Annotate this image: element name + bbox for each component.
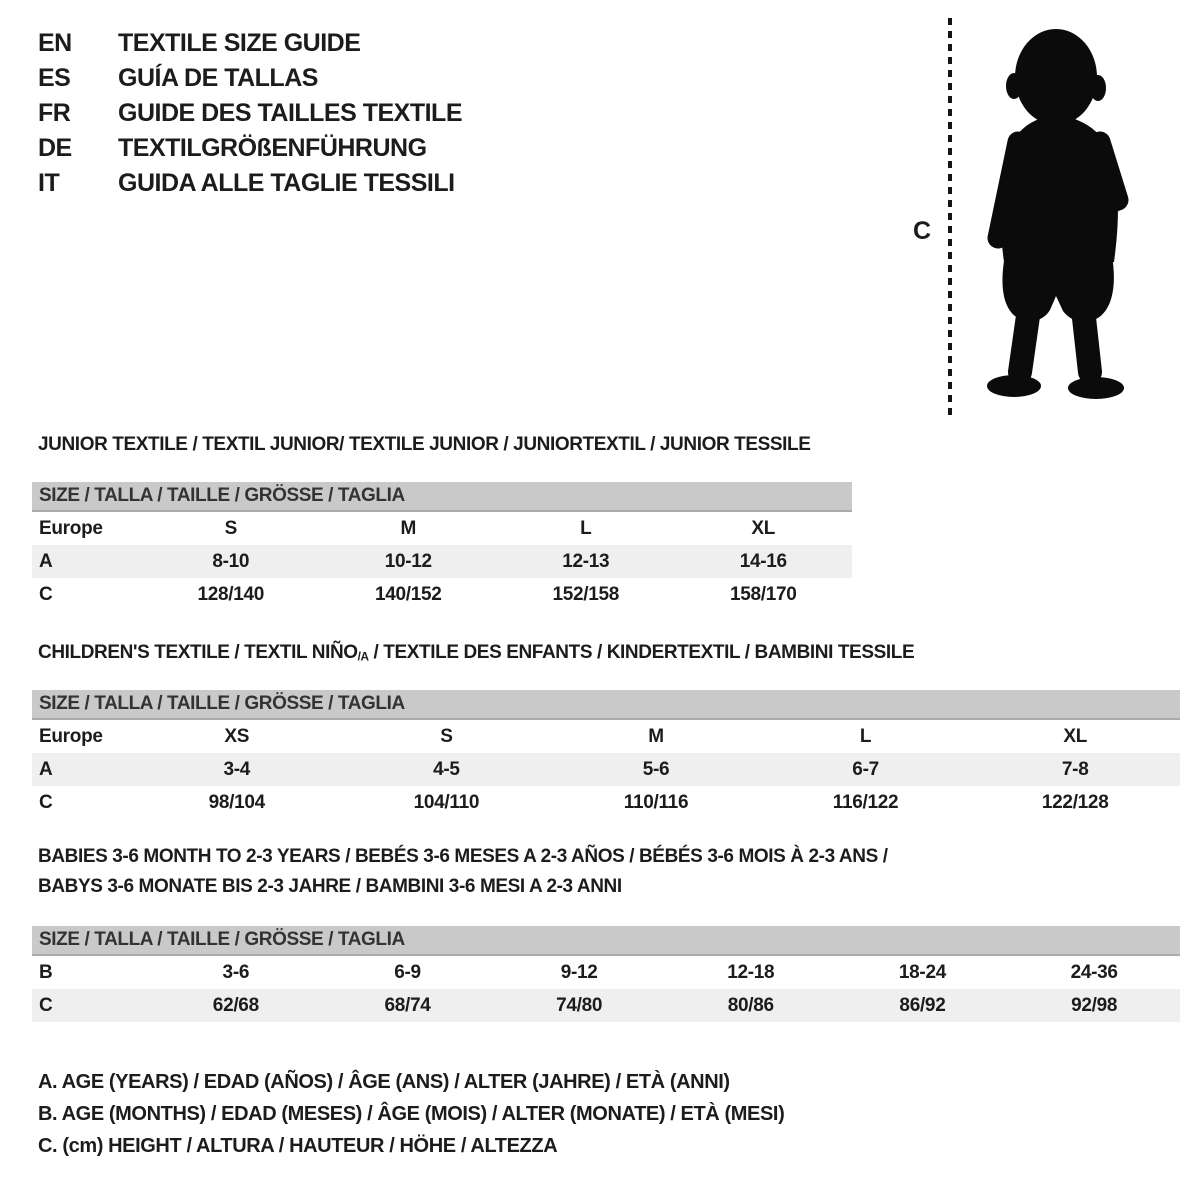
lang-code: EN [38,29,72,57]
children-size-table [32,690,1180,819]
children-title-pre: CHILDREN'S TEXTILE / TEXTIL NIÑO [38,642,358,663]
lang-label: GUÍA DE TALLAS [118,64,318,92]
size-cell: 158/170 [729,583,797,605]
lang-code: FR [38,99,71,127]
size-cell: 62/68 [150,989,322,1022]
size-cell: M [400,517,417,539]
junior-textile-title: JUNIOR TEXTILE / TEXTIL JUNIOR/ TEXTILE JUNIOR / JUNIORTEXTIL / JUNIOR TESSILE [38,434,811,455]
table-row [32,786,1180,819]
toddler-silhouette-icon [962,20,1142,420]
row-label: C [39,583,53,605]
lang-code: ES [38,64,71,92]
table-row [32,989,1180,1022]
size-header-bar: SIZE / TALLA / TAILLE / GRÖSSE / TAGLIA [32,926,1180,956]
size-cell: 5-6 [551,753,761,786]
children-title-post: / TEXTILE DES ENFANTS / KINDERTEXTIL / BAMBINI TESSILE [368,642,915,663]
size-cell: L [580,517,592,539]
row-label: A [32,545,142,578]
babies-size-table [32,926,1180,1022]
size-cell: XS [224,725,250,747]
size-cell: 128/140 [197,583,265,605]
lang-label: GUIDE DES TAILLES TEXTILE [118,99,463,127]
size-header-bar: SIZE / TALLA / TAILLE / GRÖSSE / TAGLIA [32,690,1180,720]
row-label: Europe [39,725,103,747]
babies-textile-title-line2: BABYS 3-6 MONATE BIS 2-3 JAHRE / BAMBINI 3-6 MESI A 2-3 ANNI [38,876,622,897]
lang-label: TEXTILE SIZE GUIDE [118,29,361,57]
row-label: C [39,791,53,813]
size-cell: 4-5 [342,753,552,786]
table-row [32,720,1180,753]
size-header-bar: SIZE / TALLA / TAILLE / GRÖSSE / TAGLIA [32,482,852,512]
size-cell: 152/158 [552,583,620,605]
size-cell: XL [1063,725,1088,747]
lang-row-en [38,26,462,61]
size-cell: XL [751,517,776,539]
size-cell: 10-12 [320,545,498,578]
size-cell: 12-18 [727,961,775,983]
size-cell: 116/122 [832,791,899,813]
table-row [32,578,852,611]
size-cell: M [648,725,664,747]
table-row [32,545,852,578]
junior-size-table [32,482,852,611]
legend-line-a: A. AGE (YEARS) / EDAD (AÑOS) / ÂGE (ANS) / ALTER (JAHRE) / ETÀ (ANNI) [38,1071,730,1093]
row-label: B [39,961,53,983]
size-cell: 122/128 [1041,791,1109,813]
legend-line-b: B. AGE (MONTHS) / EDAD (MESES) / ÂGE (MOIS) / ALTER (MONATE) / ETÀ (MESI) [38,1103,785,1125]
size-cell: 3-6 [222,961,250,983]
children-textile-title [38,642,914,664]
size-cell: S [440,725,453,747]
height-measure-line [948,18,952,418]
size-cell: 98/104 [208,791,265,813]
size-cell: 8-10 [142,545,320,578]
size-cell: 7-8 [970,753,1180,786]
height-measure-label: C [913,217,932,245]
size-cell: 140/152 [374,583,442,605]
legend [38,1066,784,1162]
size-cell: 68/74 [322,989,494,1022]
size-cell: 24-36 [1070,961,1118,983]
size-cell: 3-4 [132,753,342,786]
table-row [32,956,1180,989]
table-row [32,753,1180,786]
lang-label: GUIDA ALLE TAGLIE TESSILI [118,169,455,197]
lang-row-it [38,166,462,201]
size-cell: 104/110 [413,791,480,813]
size-cell: 80/86 [665,989,837,1022]
size-cell: 18-24 [898,961,946,983]
row-label: Europe [39,517,103,539]
legend-line-c: C. (cm) HEIGHT / ALTURA / HAUTEUR / HÖHE / ALTEZZA [38,1135,558,1157]
size-cell: 9-12 [560,961,598,983]
babies-textile-title-line1: BABIES 3-6 MONTH TO 2-3 YEARS / BEBÉS 3-6 MESES A 2-3 AÑOS / BÉBÉS 3-6 MOIS À 2-3 ANS / [38,846,888,867]
lang-row-de [38,131,462,166]
size-cell: 110/116 [623,791,689,813]
size-cell: S [224,517,237,539]
size-cell: L [859,725,872,747]
size-cell: 14-16 [675,545,853,578]
lang-code: IT [38,169,60,197]
lang-label: TEXTILGRÖßENFÜHRUNG [118,134,427,162]
size-cell: 74/80 [493,989,665,1022]
size-cell: 6-9 [394,961,421,983]
row-label: A [32,753,132,786]
size-cell: 6-7 [761,753,971,786]
language-list [38,26,462,201]
children-title-sub: /A [357,650,369,664]
lang-code: DE [38,134,72,162]
size-cell: 92/98 [1008,989,1180,1022]
size-cell: 12-13 [497,545,675,578]
lang-row-es [38,61,462,96]
lang-row-fr [38,96,462,131]
size-cell: 86/92 [837,989,1009,1022]
table-row [32,512,852,545]
row-label: C [32,989,150,1022]
